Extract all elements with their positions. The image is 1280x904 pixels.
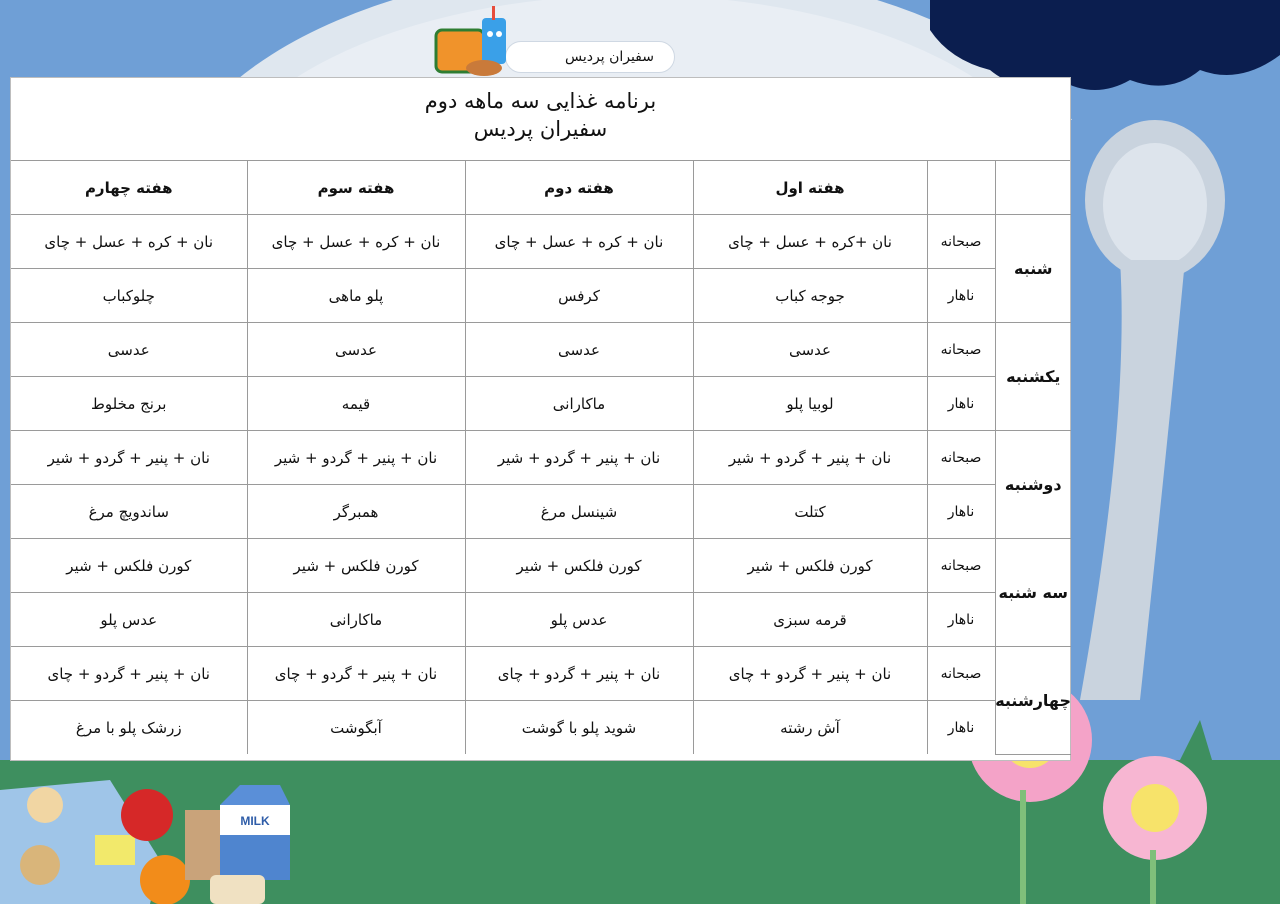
- menu-item-cell: کورن فلکس + شیر: [693, 539, 927, 593]
- header-week-1: هفته اول: [693, 161, 927, 215]
- table-row: [11, 215, 1071, 269]
- menu-item-cell: شینسل مرغ: [465, 485, 693, 539]
- menu-item-cell: نان + پنیر + گردو + شیر: [465, 431, 693, 485]
- menu-item-cell: کورن فلکس + شیر: [11, 539, 247, 593]
- title-block: [11, 78, 1070, 161]
- meal-label: ناهار: [927, 701, 995, 755]
- table-row: [11, 323, 1071, 377]
- paper-bag-icon: [185, 810, 225, 880]
- menu-item-cell: قیمه: [247, 377, 465, 431]
- table-row: [11, 269, 1071, 323]
- header-week-2: هفته دوم: [465, 161, 693, 215]
- lunchbox-drink-icon: [432, 4, 512, 79]
- milk-carton-icon: [220, 785, 290, 880]
- menu-card: [10, 77, 1071, 761]
- menu-table: [11, 161, 1071, 755]
- menu-item-cell: نان + پنیر + گردو + چای: [11, 647, 247, 701]
- day-cell: چهارشنبه: [995, 647, 1071, 755]
- meal-label: ناهار: [927, 377, 995, 431]
- menu-item-cell: نان + پنیر + گردو + چای: [247, 647, 465, 701]
- meal-label: ناهار: [927, 485, 995, 539]
- menu-item-cell: نان + پنیر + گردو + چای: [465, 647, 693, 701]
- sandwich-icon: [210, 875, 265, 904]
- menu-item-cell: نان + پنیر + گردو + شیر: [247, 431, 465, 485]
- header-blank-day: [995, 161, 1071, 215]
- menu-item-cell: عدسی: [247, 323, 465, 377]
- menu-item-cell: زرشک پلو با مرغ: [11, 701, 247, 755]
- menu-item-cell: ساندویچ مرغ: [11, 485, 247, 539]
- meal-label: ناهار: [927, 269, 995, 323]
- menu-item-cell: پلو ماهی: [247, 269, 465, 323]
- meal-label: صبحانه: [927, 431, 995, 485]
- menu-item-cell: کتلت: [693, 485, 927, 539]
- header-tag: سفیران پردیس: [505, 41, 675, 73]
- meal-label: صبحانه: [927, 323, 995, 377]
- menu-item-cell: ماکارانی: [247, 593, 465, 647]
- meal-label: صبحانه: [927, 215, 995, 269]
- menu-item-cell: نان + کره + عسل + چای: [11, 215, 247, 269]
- table-row: [11, 647, 1071, 701]
- menu-item-cell: نان + کره + عسل + چای: [247, 215, 465, 269]
- menu-item-cell: شوید پلو با گوشت: [465, 701, 693, 755]
- day-cell: شنبه: [995, 215, 1071, 323]
- menu-item-cell: نان + کره + عسل + چای: [465, 215, 693, 269]
- orange-icon: [140, 855, 190, 904]
- meal-label: صبحانه: [927, 539, 995, 593]
- header-blank-meal: [927, 161, 995, 215]
- svg-text:MILK: MILK: [240, 814, 270, 828]
- menu-item-cell: آبگوشت: [247, 701, 465, 755]
- table-row: [11, 431, 1071, 485]
- menu-item-cell: نان + پنیر + گردو + چای: [693, 647, 927, 701]
- menu-item-cell: نان + پنیر + گردو + شیر: [11, 431, 247, 485]
- meal-label: ناهار: [927, 593, 995, 647]
- menu-item-cell: همبرگر: [247, 485, 465, 539]
- menu-item-cell: کورن فلکس + شیر: [247, 539, 465, 593]
- menu-item-cell: عدسی: [693, 323, 927, 377]
- menu-item-cell: لوبیا پلو: [693, 377, 927, 431]
- apple-icon: [121, 789, 173, 841]
- menu-item-cell: نان + پنیر + گردو + شیر: [693, 431, 927, 485]
- meal-label: صبحانه: [927, 647, 995, 701]
- menu-item-cell: عدس پلو: [11, 593, 247, 647]
- day-cell: دوشنبه: [995, 431, 1071, 539]
- table-header-row: [11, 161, 1071, 215]
- table-row: [11, 701, 1071, 755]
- menu-item-cell: کورن فلکس + شیر: [465, 539, 693, 593]
- menu-subtitle: سفیران پردیس: [473, 117, 608, 141]
- menu-item-cell: عدس پلو: [465, 593, 693, 647]
- table-row: [11, 539, 1071, 593]
- day-cell: یکشنبه: [995, 323, 1071, 431]
- day-cell: سه شنبه: [995, 539, 1071, 647]
- header-week-3: هفته سوم: [247, 161, 465, 215]
- table-row: [11, 593, 1071, 647]
- menu-item-cell: عدسی: [465, 323, 693, 377]
- menu-item-cell: قرمه سبزی: [693, 593, 927, 647]
- menu-item-cell: برنج مخلوط: [11, 377, 247, 431]
- menu-item-cell: آش رشته: [693, 701, 927, 755]
- header-week-4: هفته چهارم: [11, 161, 247, 215]
- table-row: [11, 485, 1071, 539]
- menu-item-cell: جوجه کباب: [693, 269, 927, 323]
- menu-item-cell: چلوکباب: [11, 269, 247, 323]
- menu-item-cell: نان +کره + عسل + چای: [693, 215, 927, 269]
- menu-item-cell: ماکارانی: [465, 377, 693, 431]
- menu-title: برنامه غذایی سه ماهه دوم: [424, 89, 657, 113]
- table-row: [11, 377, 1071, 431]
- menu-item-cell: عدسی: [11, 323, 247, 377]
- menu-item-cell: کرفس: [465, 269, 693, 323]
